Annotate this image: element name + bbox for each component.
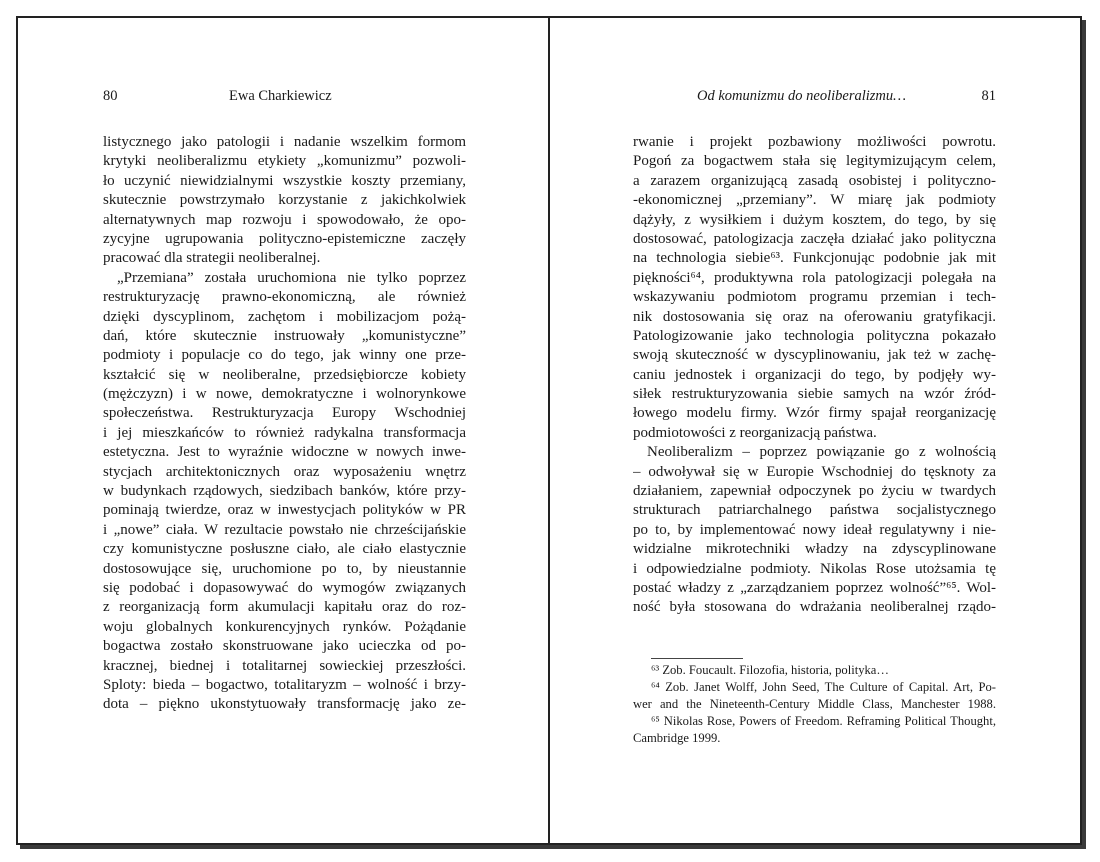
text-line: piękności⁶⁴, produktywna rola patologizacji polegała na [633,269,996,286]
left-page-body [103,133,466,715]
running-head: Ewa Charkiewicz [229,88,332,104]
page-shadow-right [1082,20,1086,849]
text-line: skutecznie powstrzymało korzystanie z jakichkolwiek [103,192,466,209]
text-line: się podobać i dopasowywać do wymogów związanych [103,579,466,596]
book-spread [16,16,1082,845]
text-line: a zarazem organizującą zasadą osobistej i polityczno- [633,172,996,189]
text-line: – odwoływał się w Europie Wschodniej do tęsknoty za [633,463,996,480]
text-line: dostosować, patologizacja zaczęła działać jako polityczna [633,230,996,247]
text-line: swoją skuteczność w dyscyplinowaniu, jak też w zachę- [633,347,996,364]
text-line: kracznej, biednej i totalitarnej sowieckiej przeszłości. [103,657,466,674]
text-line: siłek restrukturyzowania siebie samych na wzór źród- [633,386,996,403]
text-line: postać władzy z „zarządzaniem poprzez wolność”⁶⁵. Wol- [633,579,996,596]
text-line: dążyły, z wysiłkiem i dużym kosztem, do tego, by się [633,211,996,228]
text-line: z reorganizacją form akumulacji kapitału oraz do roz- [103,599,466,616]
text-line: społeczeństwa. Restrukturyzacja Europy Wschodniej [103,405,466,422]
page-divider [548,18,550,843]
text-line: czy komunistyczne posłuszne ciało, ale ciało elastycznie [103,541,466,558]
left-page [103,18,466,843]
right-page-body [633,133,996,618]
text-line: caniu jednostek i organizacji do tego, by podjęły wy- [633,366,996,383]
right-page [633,18,996,843]
text-line: „Przemiana” została uruchomiona nie tylko poprzez [117,269,466,286]
text-line: Sploty: bieda – bogactwo, totalitaryzm – wolność i brzy- [103,676,466,693]
text-line: zycyjne ugrupowania polityczno-epistemiczne zaczęły [103,230,466,247]
page-shadow-bottom [20,845,1086,849]
text-line: i „nowe” ciała. W rezultacie powstało nie chrześcijańskie [103,521,466,538]
text-line: krytyki neoliberalizmu etykiety „komunizmu” pozwoli- [103,153,466,170]
text-line: widzialne mikrotechniki władzy na zdyscyplinowane [633,541,996,558]
text-line: na technologia siebie⁶³. Funkcjonując podobnie jak mit [633,250,996,267]
page-number: 80 [103,88,118,104]
text-line: pominają twierdze, oraz w inwestycjach polityków w PR [103,502,466,519]
text-line: -ekonomicznej „przemiany”. W miarę jak podmioty [633,192,996,209]
text-line: Patologizowanie jako technologia polityczna pokazało [633,327,996,344]
text-line: działaniem, zapewniał odpoczynek po życiu w twardych [633,483,996,500]
text-line: łowego modelu firmy. Wzór firmy spajał reorganizację [633,405,996,422]
text-line: po to, by implementować nowy ideał regulatywny i nie- [633,521,996,538]
text-line: Pogoń za bogactwem stała się legitymizującym celem, [633,153,996,170]
text-line: (mężczyzn) i w nowe, demokratyczne i wolnorynkowe [103,386,466,403]
text-line: restrukturyzację prawno-ekonomiczną, ale również [103,289,466,306]
footnote-line: Cambridge 1999. [633,731,721,745]
text-line: w budynkach rządowych, siedzibach banków, które przy- [103,483,466,500]
text-line: dzięki dyscyplinom, zachętom i mobilizacjom pożą- [103,308,466,325]
text-line: ło uczynić niewidzialnymi wszystkie koszty przemiany, [103,172,466,189]
text-line: stycjach architektonicznych oraz wyposażeniu wnętrz [103,463,466,480]
text-line: Neoliberalizm – poprzez powiązanie go z wolnością [647,444,996,461]
text-line: strukturach patriarchalnego państwa socjalistycznego [633,502,996,519]
text-line: podmioty i populacje co do tego, jak winny one prze- [103,347,466,364]
footnote-line: ⁶³ Zob. Foucault. Filozofia, historia, polityka… [651,663,889,677]
footnote-line: ⁶⁵ Nikolas Rose, Powers of Freedom. Reframing Political Thought, [651,714,996,728]
text-line: i odpowiedzialne podmioty. Nikolas Rose utożsamia tę [633,560,996,577]
page-number: 81 [981,88,996,104]
text-line: rwanie i projekt pozbawiony możliwości powrotu. [633,134,996,150]
text-line: woju globalnych konkurencyjnych rynków. Pożądanie [103,618,466,635]
footnote-line: wer and the Nineteenth-Century Middle Class, Manchester 1988. [633,697,996,711]
text-line: i jej mieszkańców to również radykalna transformacja [103,424,466,441]
text-line: ność była stosowana do wdrażania neoliberalnej rządo- [633,599,996,616]
text-line: dota – piękno ukonstytuowały transformację jako ze- [103,696,466,713]
text-line: pracować dla strategii neoliberalnej. [103,250,321,267]
running-head: Od komunizmu do neoliberalizmu… [697,88,907,104]
text-line: estetyczna. Jest to wyraźnie widoczne w nowych inwe- [103,444,466,461]
text-line: wskazywaniu podmiotom programu przemian i tech- [633,289,996,306]
text-line: kształcić się w neoliberalne, przedsiębiorcze kobiety [103,366,466,383]
text-line: listycznego jako patologii i nadanie wszelkim formom [103,134,466,150]
text-line: dostosowujące się, uruchomione po to, by nieustannie [103,560,466,577]
text-line: bogactwa zostało skonstruowane jako ucieczka od po- [103,638,466,655]
text-line: dań, które skutecznie instruowały „komunistyczne” [103,327,466,344]
text-line: alternatywnych map rozwoju i spowodowało, że opo- [103,211,466,228]
left-page-header [103,88,466,108]
footnote-line: ⁶⁴ Zob. Janet Wolff, John Seed, The Culture of Capital. Art, Po- [651,680,996,694]
text-line: nik dostosowania się oraz na oferowaniu gratyfikacji. [633,308,996,325]
text-line: podmiotowości z reorganizacją państwa. [633,424,877,441]
right-page-header [633,88,996,108]
footnote-rule [651,658,743,659]
footnotes [633,662,996,747]
